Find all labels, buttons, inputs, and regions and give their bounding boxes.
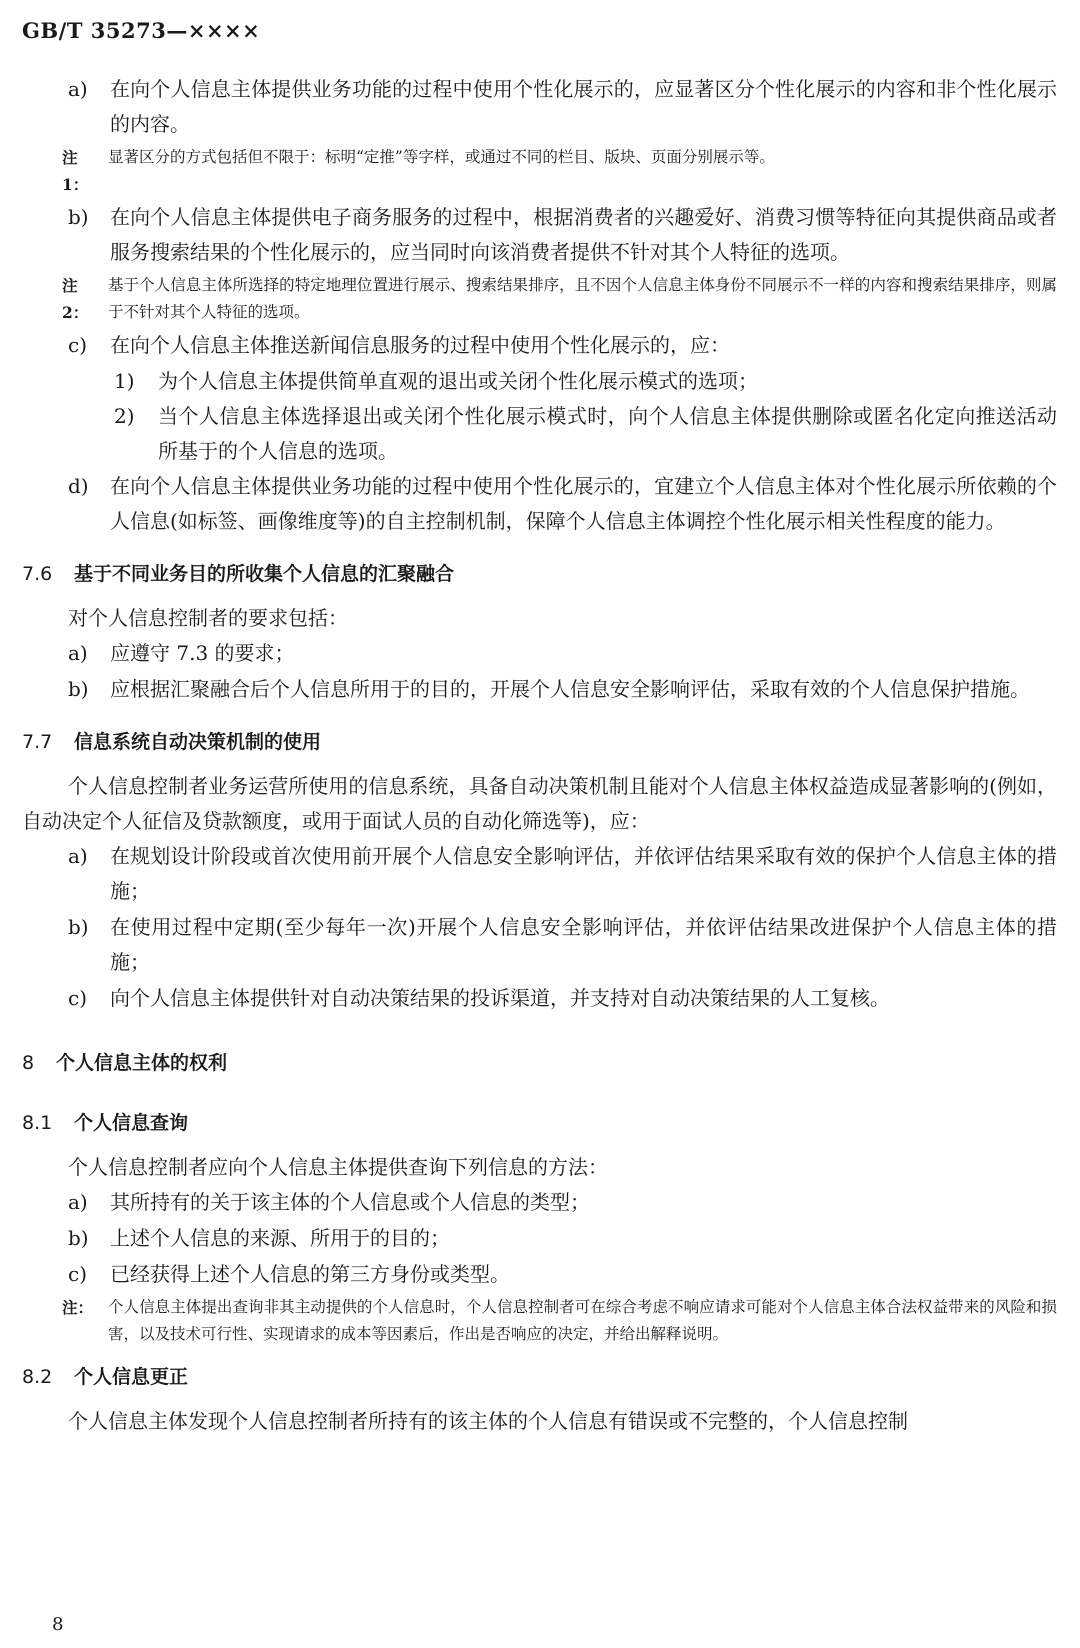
paragraph: 个人信息控制者业务运营所使用的信息系统，具备自动决策机制且能对个人信息主体权益造成显著影响的(例如，自动决定个人征信及贷款额度，或用于面试人员的自动化筛选等)，应： — [22, 774, 1057, 833]
item-marker: d) — [68, 474, 89, 498]
item-text: 其所持有的关于该主体的个人信息或个人信息的类型； — [110, 1190, 590, 1214]
sub-list-item — [22, 399, 1057, 469]
note-marker: 注 1： — [62, 148, 89, 194]
section-heading-8-1 — [22, 1108, 1057, 1138]
list-item — [22, 910, 1057, 980]
section-number: 8.2 — [22, 1366, 53, 1388]
note — [22, 272, 1057, 326]
note-marker: 注： — [62, 1298, 94, 1317]
item-text: 应遵守 7.3 的要求； — [110, 641, 295, 665]
note-marker: 注 2： — [62, 276, 89, 322]
item-marker: b) — [68, 915, 89, 939]
item-text: 在向个人信息主体提供业务功能的过程中使用个性化展示的，宜建立个人信息主体对个性化展示所依赖的个人信息(如标签、画像维度等)的自主控制机制，保障个人信息主体调控个性化展示相关性程度的能力。 — [110, 474, 1057, 533]
list-item — [22, 672, 1057, 707]
item-text: 已经获得上述个人信息的第三方身份或类型。 — [110, 1262, 510, 1286]
note-text: 个人信息主体提出查询非其主动提供的个人信息时，个人信息控制者可在综合考虑不响应请求可能对个人信息主体合法权益带来的风险和损害，以及技术可行性、实现请求的成本等因素后，作出是否响应的决定，并给出解释说明。 — [108, 1298, 1057, 1343]
paragraph: 个人信息控制者应向个人信息主体提供查询下列信息的方法： — [68, 1155, 608, 1179]
list-item — [22, 469, 1057, 539]
note-text: 显著区分的方式包括但不限于：标明“定推”等字样，或通过不同的栏目、版块、页面分别展示等。 — [108, 148, 775, 166]
list-item — [22, 200, 1057, 270]
list-item — [22, 981, 1057, 1016]
section-number: 7.7 — [22, 731, 53, 753]
section-heading-8-2 — [22, 1362, 1057, 1392]
note — [22, 144, 1057, 198]
item-text: 在向个人信息主体推送新闻信息服务的过程中使用个性化展示的，应： — [110, 333, 730, 357]
item-text: 在向个人信息主体提供电子商务服务的过程中，根据消费者的兴趣爱好、消费习惯等特征向其提供商品或者服务搜索结果的个性化展示的，应当同时向该消费者提供不针对其个人特征的选项。 — [110, 205, 1057, 264]
item-marker: c) — [68, 333, 88, 357]
section-title: 个人信息主体的权利 — [56, 1052, 228, 1074]
item-text: 在使用过程中定期(至少每年一次)开展个人信息安全影响评估，并依评估结果改进保护个人信息主体的措施； — [110, 915, 1057, 974]
page-number: 8 — [52, 1614, 64, 1635]
subitem-text: 为个人信息主体提供简单直观的退出或关闭个性化展示模式的选项； — [158, 369, 758, 393]
list-item — [22, 1185, 1057, 1220]
subitem-marker: 2) — [114, 404, 135, 428]
item-marker: b) — [68, 1226, 89, 1250]
item-text: 应根据汇聚融合后个人信息所用于的目的，开展个人信息安全影响评估，采取有效的个人信息保护措施。 — [110, 677, 1030, 701]
item-marker: b) — [68, 677, 89, 701]
section-number: 7.6 — [22, 563, 53, 585]
list-item — [22, 636, 1057, 671]
list-item — [22, 839, 1057, 909]
list-item — [22, 1221, 1057, 1256]
chapter-heading-8 — [22, 1048, 1057, 1078]
item-marker: a) — [68, 1190, 88, 1214]
list-item — [22, 72, 1057, 142]
page-content — [22, 72, 1057, 1439]
paragraph: 个人信息主体发现个人信息控制者所持有的该主体的个人信息有错误或不完整的，个人信息控制 — [68, 1409, 908, 1433]
section-heading-7-6 — [22, 559, 1057, 589]
subitem-marker: 1) — [114, 369, 135, 393]
item-marker: b) — [68, 205, 89, 229]
note-text: 基于个人信息主体所选择的特定地理位置进行展示、搜索结果排序，且不因个人信息主体身份不同展示不一样的内容和搜索结果排序，则属于不针对其个人特征的选项。 — [108, 276, 1057, 321]
note — [22, 1294, 1057, 1348]
item-text: 向个人信息主体提供针对自动决策结果的投诉渠道，并支持对自动决策结果的人工复核。 — [110, 986, 890, 1010]
section-title: 个人信息查询 — [74, 1112, 189, 1134]
section-number: 8 — [22, 1052, 35, 1074]
standard-header: GB/T 35273—×××× — [22, 18, 261, 43]
subitem-text: 当个人信息主体选择退出或关闭个性化展示模式时，向个人信息主体提供删除或匿名化定向推送活动所基于的个人信息的选项。 — [158, 404, 1057, 463]
section-title: 个人信息更正 — [74, 1366, 189, 1388]
section-title: 基于不同业务目的所收集个人信息的汇聚融合 — [74, 563, 455, 585]
item-marker: c) — [68, 986, 88, 1010]
list-item — [22, 1257, 1057, 1292]
item-marker: c) — [68, 1262, 88, 1286]
item-marker: a) — [68, 844, 88, 868]
item-marker: a) — [68, 641, 88, 665]
item-text: 上述个人信息的来源、所用于的目的； — [110, 1226, 450, 1250]
item-text: 在规划设计阶段或首次使用前开展个人信息安全影响评估，并依评估结果采取有效的保护个人信息主体的措施； — [110, 844, 1057, 903]
section-title: 信息系统自动决策机制的使用 — [74, 731, 322, 753]
item-marker: a) — [68, 77, 88, 101]
sub-list-item — [22, 364, 1057, 399]
section-heading-7-7 — [22, 727, 1057, 757]
list-item — [22, 328, 1057, 363]
paragraph: 对个人信息控制者的要求包括： — [68, 606, 348, 630]
section-number: 8.1 — [22, 1112, 53, 1134]
item-text: 在向个人信息主体提供业务功能的过程中使用个性化展示的，应显著区分个性化展示的内容和非个性化展示的内容。 — [110, 77, 1057, 136]
